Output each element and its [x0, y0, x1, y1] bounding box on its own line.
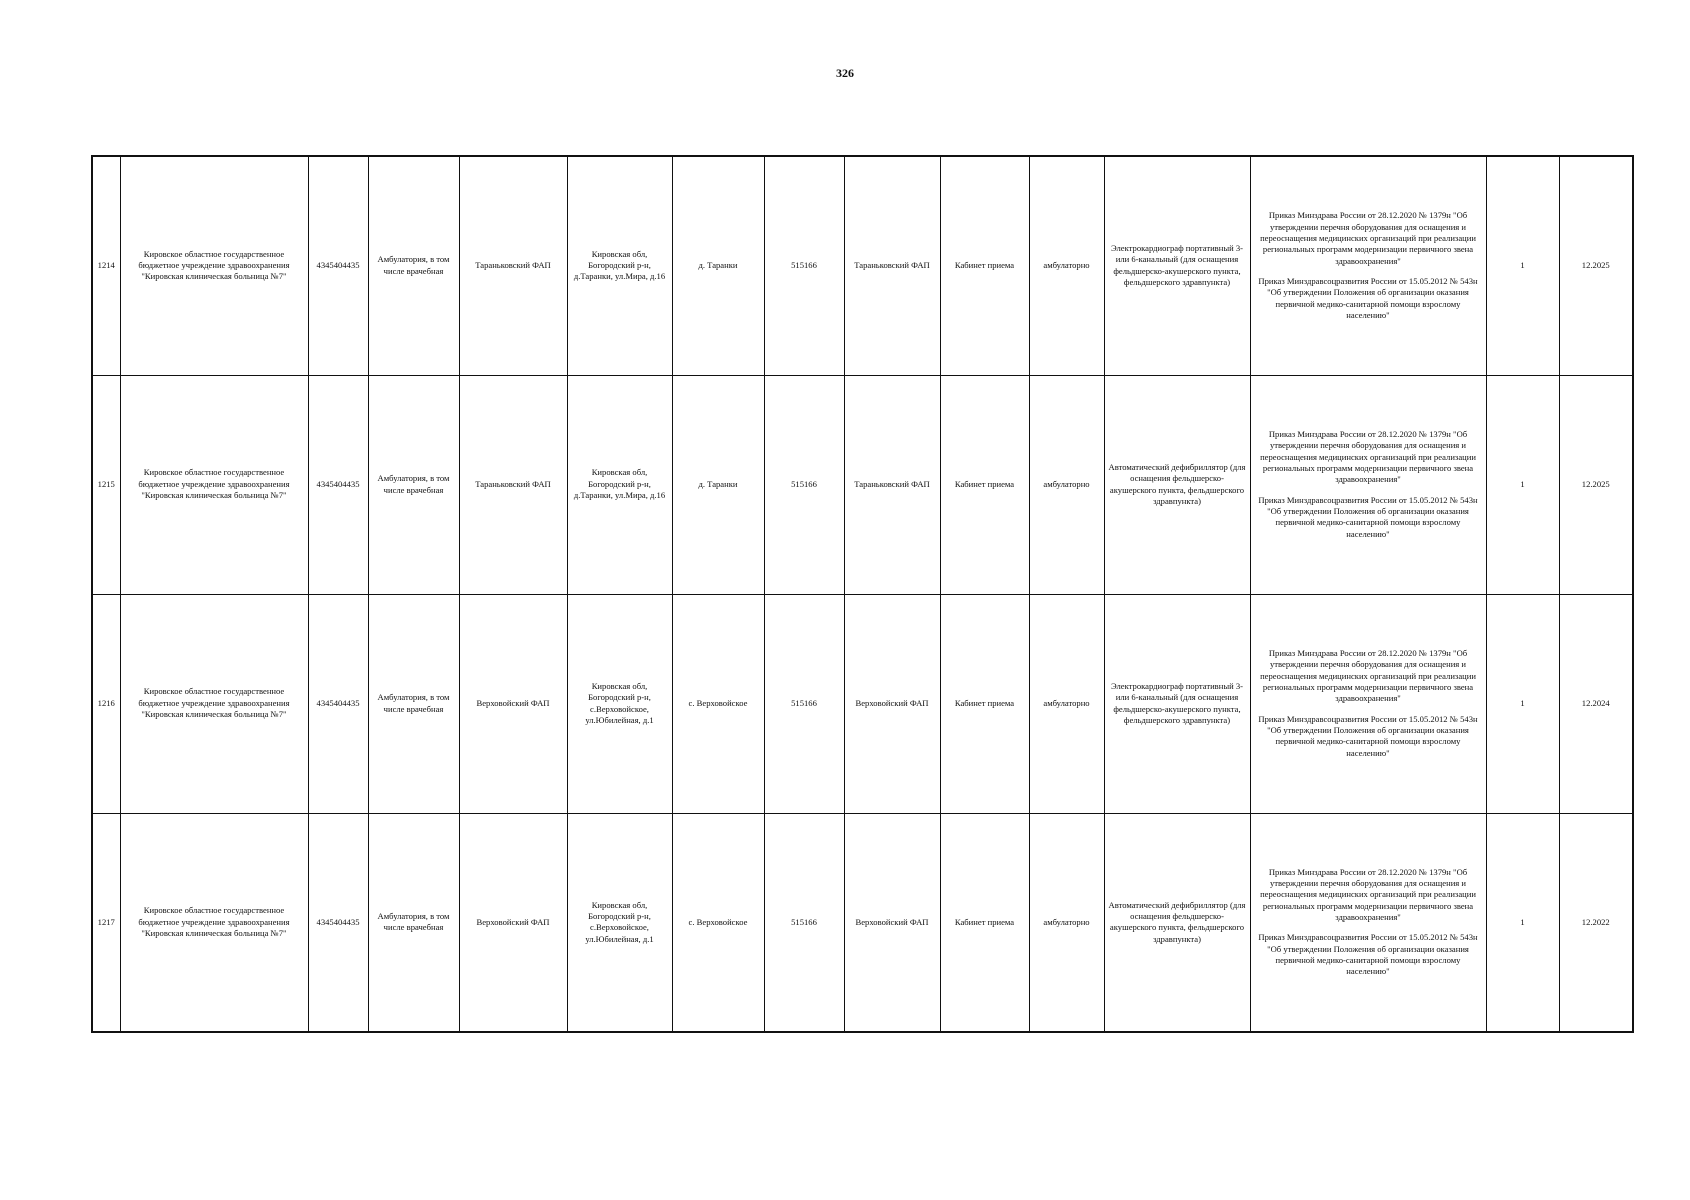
normative-order-1379n: Приказ Минздрава России от 28.12.2020 № 1379н "Об утверждении перечня оборудования для оснащения и переоснащения медицинских организаций при реализации региональных программ модернизации первичного звена здравоохранения" — [1260, 210, 1476, 266]
inn: 4345404435 — [308, 594, 368, 813]
subdivision: Тараньковский ФАП — [459, 156, 567, 375]
inn: 4345404435 — [308, 375, 368, 594]
subdivision: Тараньковский ФАП — [459, 375, 567, 594]
unit: Верховойский ФАП — [844, 813, 940, 1032]
normative-order-543n: Приказ Минздравсоцразвития России от 15.05.2012 № 543н "Об утверждении Положения об организации оказания первичной медико-санитарной помощи взрослому населению" — [1258, 494, 1478, 539]
address: Кировская обл, Богородский р-н, д.Таранки, ул.Мира, д.16 — [567, 156, 672, 375]
subdivision: Верховойский ФАП — [459, 813, 567, 1032]
delivery-date: 12.2025 — [1559, 375, 1633, 594]
facility-type: Амбулатория, в том числе врачебная — [368, 594, 459, 813]
organization-name: Кировское областное государственное бюджетное учреждение здравоохранения "Кировская клиническая больница №7" — [120, 594, 308, 813]
locality: с. Верховойское — [672, 594, 764, 813]
locality: с. Верховойское — [672, 813, 764, 1032]
care-condition: амбулаторно — [1029, 813, 1104, 1032]
unit: Тараньковский ФАП — [844, 375, 940, 594]
normative-basis — [1250, 375, 1486, 594]
locality: д. Таранки — [672, 156, 764, 375]
equipment-registry-table — [91, 155, 1634, 1033]
oktmo-code: 515166 — [764, 375, 844, 594]
quantity: 1 — [1486, 375, 1559, 594]
normative-order-543n: Приказ Минздравсоцразвития России от 15.05.2012 № 543н "Об утверждении Положения об организации оказания первичной медико-санитарной помощи взрослому населению" — [1258, 275, 1478, 320]
row-number: 1216 — [92, 594, 120, 813]
delivery-date: 12.2022 — [1559, 813, 1633, 1032]
normative-basis — [1250, 594, 1486, 813]
care-condition: амбулаторно — [1029, 375, 1104, 594]
address: Кировская обл, Богородский р-н, д.Таранки, ул.Мира, д.16 — [567, 375, 672, 594]
normative-order-1379n: Приказ Минздрава России от 28.12.2020 № 1379н "Об утверждении перечня оборудования для оснащения и переоснащения медицинских организаций при реализации региональных программ модернизации первичного звена здравоохранения" — [1260, 647, 1476, 704]
organization-name: Кировское областное государственное бюджетное учреждение здравоохранения "Кировская клиническая больница №7" — [120, 375, 308, 594]
oktmo-code: 515166 — [764, 156, 844, 375]
normative-order-543n: Приказ Минздравсоцразвития России от 15.05.2012 № 543н "Об утверждении Положения об организации оказания первичной медико-санитарной помощи взрослому населению" — [1258, 932, 1478, 977]
row-number: 1215 — [92, 375, 120, 594]
inn: 4345404435 — [308, 156, 368, 375]
row-number: 1217 — [92, 813, 120, 1032]
table-row — [92, 594, 1633, 813]
equipment: Автоматический дефибриллятор (для оснащения фельдшерско-акушерского пункта, фельдшерского здравпункта) — [1104, 375, 1250, 594]
row-number: 1214 — [92, 156, 120, 375]
quantity: 1 — [1486, 156, 1559, 375]
table-row — [92, 375, 1633, 594]
normative-basis — [1250, 156, 1486, 375]
normative-order-1379n: Приказ Минздрава России от 28.12.2020 № 1379н "Об утверждении перечня оборудования для оснащения и переоснащения медицинских организаций при реализации региональных программ модернизации первичного звена здравоохранения" — [1260, 866, 1476, 923]
table-row — [92, 156, 1633, 375]
oktmo-code: 515166 — [764, 813, 844, 1032]
address: Кировская обл, Богородский р-н, с.Верховойское, ул.Юбилейная, д.1 — [567, 594, 672, 813]
subdivision: Верховойский ФАП — [459, 594, 567, 813]
normative-order-1379n: Приказ Минздрава России от 28.12.2020 № 1379н "Об утверждении перечня оборудования для оснащения и переоснащения медицинских организаций при реализации региональных программ модернизации первичного звена здравоохранения" — [1260, 428, 1476, 485]
care-condition: амбулаторно — [1029, 594, 1104, 813]
facility-type: Амбулатория, в том числе врачебная — [368, 813, 459, 1032]
delivery-date: 12.2024 — [1559, 594, 1633, 813]
address: Кировская обл, Богородский р-н, с.Верховойское, ул.Юбилейная, д.1 — [567, 813, 672, 1032]
delivery-date: 12.2025 — [1559, 156, 1633, 375]
organization-name: Кировское областное государственное бюджетное учреждение здравоохранения "Кировская клиническая больница №7" — [120, 156, 308, 375]
inn: 4345404435 — [308, 813, 368, 1032]
room: Кабинет приема — [940, 375, 1029, 594]
care-condition: амбулаторно — [1029, 156, 1104, 375]
normative-basis — [1250, 813, 1486, 1032]
organization-name: Кировское областное государственное бюджетное учреждение здравоохранения "Кировская клиническая больница №7" — [120, 813, 308, 1032]
equipment: Электрокардиограф портативный 3- или 6-канальный (для оснащения фельдшерско-акушерского пункта, фельдшерского здравпункта) — [1104, 156, 1250, 375]
page-number: 326 — [836, 66, 854, 80]
facility-type: Амбулатория, в том числе врачебная — [368, 375, 459, 594]
table-row — [92, 813, 1633, 1032]
room: Кабинет приема — [940, 156, 1029, 375]
facility-type: Амбулатория, в том числе врачебная — [368, 156, 459, 375]
quantity: 1 — [1486, 813, 1559, 1032]
unit: Тараньковский ФАП — [844, 156, 940, 375]
oktmo-code: 515166 — [764, 594, 844, 813]
room: Кабинет приема — [940, 813, 1029, 1032]
equipment: Автоматический дефибриллятор (для оснащения фельдшерско-акушерского пункта, фельдшерского здравпункта) — [1104, 813, 1250, 1032]
normative-order-543n: Приказ Минздравсоцразвития России от 15.05.2012 № 543н "Об утверждении Положения об организации оказания первичной медико-санитарной помощи взрослому населению" — [1258, 713, 1478, 758]
locality: д. Таранки — [672, 375, 764, 594]
room: Кабинет приема — [940, 594, 1029, 813]
quantity: 1 — [1486, 594, 1559, 813]
unit: Верховойский ФАП — [844, 594, 940, 813]
equipment: Электрокардиограф портативный 3- или 6-канальный (для оснащения фельдшерско-акушерского пункта, фельдшерского здравпункта) — [1104, 594, 1250, 813]
